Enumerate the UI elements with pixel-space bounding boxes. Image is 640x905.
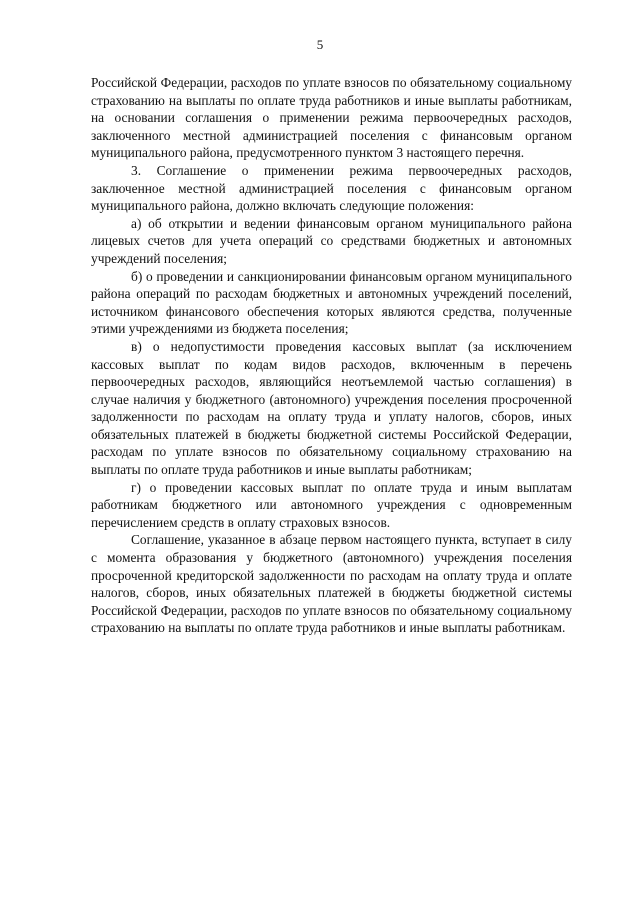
document-body — [91, 74, 572, 637]
page-number: 5 — [316, 37, 324, 52]
paragraph: Соглашение, указанное в абзаце первом настоящего пункта, вступает в силу с момента образования у бюджетного (автономного) учреждения поселения просроченной кредиторской задолженности по расходам на оплату труда и оплате налогов, сборов, иных обязательных платежей в бюджеты бюджетной системы Российской Федерации, расходов по уплате взносов по обязательному социальному страхованию на выплаты по оплате труда работников и иные выплаты работникам. — [91, 532, 572, 636]
paragraph: Российской Федерации, расходов по уплате взносов по обязательному социальному страхованию на выплаты по оплате труда работников и иные выплаты работникам, на основании соглашения о применении режима первоочередных расходов, заключенного местной администрацией поселения с финансовым органом муниципального района, предусмотренного пунктом 3 настоящего перечня. — [91, 75, 572, 161]
paragraph: г) о проведении кассовых выплат по оплате труда и иным выплатам работникам бюджетного или автономного учреждения с одновременным перечислением средств в оплату страховых взносов. — [91, 479, 572, 530]
paragraph: 3. Соглашение о применении режима первоочередных расходов, заключенное местной администрацией поселения с финансовым органом муниципального района, должно включать следующие положения: — [91, 162, 572, 214]
paragraph: в) о недопустимости проведения кассовых выплат (за исключением кассовых выплат по кодам видов расходов, включенным в перечень первоочередных расходов, являющийся неотъемлемой частью соглашения) в случае наличия у бюджетного (автономного) учреждения поселения просроченной задолженности по расходам на оплату труда и уплату налогов, сборов, иных обязательных платежей в бюджеты бюджетной системы Российской Федерации, расходам по уплате взносов по обязательному социальному страхованию на выплаты по оплате труда работников и иные выплаты работникам; — [91, 338, 572, 478]
paragraph: а) об открытии и ведении финансовым органом муниципального района лицевых счетов для учета операций со средствами бюджетных и автономных учреждений поселения; — [91, 215, 572, 266]
paragraph: б) о проведении и санкционировании финансовым органом муниципального района операций по расходам бюджетных и автономных учреждений поселений, источником финансового обеспечения которых являются средства, полученные этими учреждениями из бюджета поселения; — [91, 268, 572, 337]
